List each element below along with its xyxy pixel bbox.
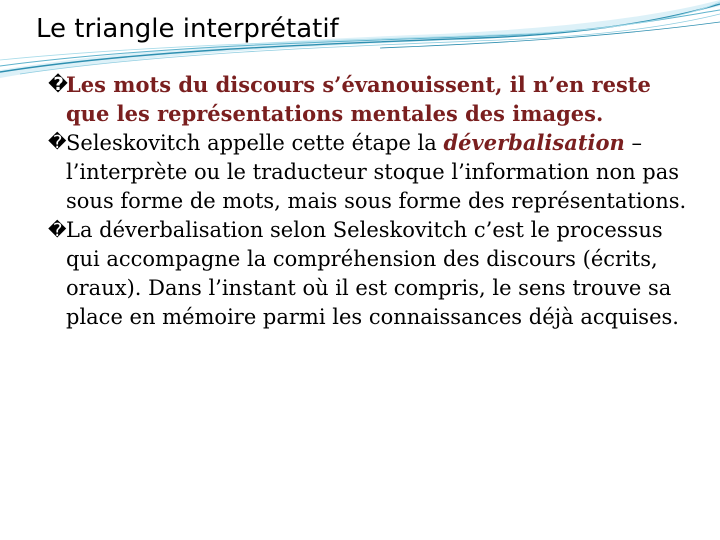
bullet-text-3: La déverbalisation selon Seleskovitch c’est le processus qui accompagne la compréhension des discours (écrits, oraux). Dans l’instant où il est compris, le sens trouve sa place en mémoire parmi les connaissances déjà acquises.	[66, 218, 679, 329]
bullet-glyph-icon: �	[48, 132, 67, 153]
bullet-glyph-icon: �	[48, 220, 67, 241]
bullet-item-3	[48, 216, 688, 332]
bullet-text-2-emphasis: déverbalisation	[443, 130, 625, 155]
slide-title: Le triangle interprétatif	[36, 14, 339, 44]
bullet-text-2-before: Seleskovitch appelle cette étape la	[66, 131, 444, 155]
bullet-list	[48, 70, 688, 332]
bullet-item-2	[48, 128, 688, 216]
bullet-text-2-after: – l’interprète ou le traducteur stoque l’information non pas sous forme de mots, mais sous forme des représentations.	[66, 131, 687, 213]
bullet-glyph-icon: �	[48, 74, 69, 95]
bullet-item-1	[48, 70, 688, 128]
bullet-text-1: Les mots du discours s’évanouissent, il n’en reste que les représentations mentales des images.	[66, 72, 651, 126]
